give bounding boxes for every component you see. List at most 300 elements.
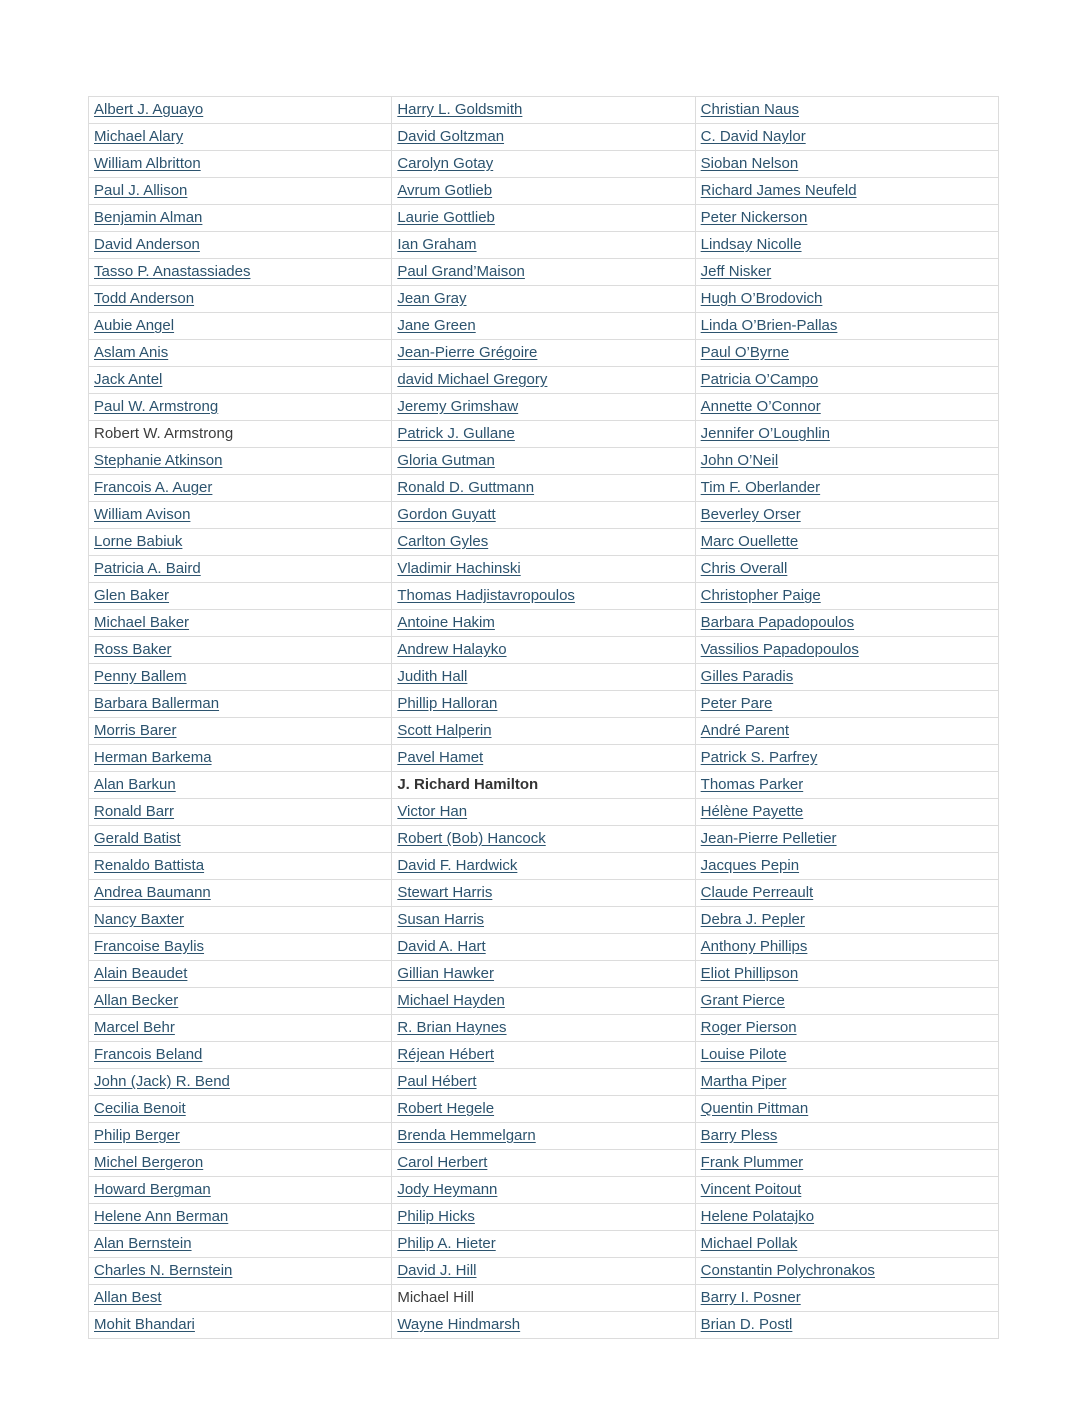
table-cell [695,367,998,394]
person-link[interactable]: Jean-Pierre Grégoire [397,344,538,361]
person-link[interactable]: Paul O’Byrne [700,344,790,361]
table-cell [89,205,392,232]
person-link[interactable]: Avrum Gotlieb [397,182,493,199]
table-row [89,367,999,394]
person-link[interactable]: Michael Hayden [397,992,505,1009]
table-cell [89,178,392,205]
table-cell [695,1096,998,1123]
person-link[interactable]: Marc Ouellette [700,533,799,550]
person-link[interactable]: Stewart Harris [397,884,493,901]
person-link[interactable]: Charles N. Bernstein [94,1262,233,1279]
table-cell [695,502,998,529]
table-cell [89,259,392,286]
table-cell [89,529,392,556]
table-cell [392,1231,695,1258]
person-link[interactable]: Philip Hicks [397,1208,475,1225]
table-cell [695,313,998,340]
person-link[interactable]: André Parent [700,722,790,739]
person-link[interactable]: Grant Pierce [700,992,785,1009]
person-link[interactable]: Barry Pless [700,1127,778,1144]
table-row [89,556,999,583]
person-link[interactable]: Michael Pollak [700,1235,798,1252]
person-link[interactable]: Mohit Bhandari [94,1316,195,1333]
person-link[interactable]: Carlton Gyles [397,533,489,550]
table-cell [392,286,695,313]
table-cell [392,502,695,529]
table-cell [392,1312,695,1339]
table-cell [89,745,392,772]
person-name-bold: J. Richard Hamilton [397,776,539,793]
table-cell [695,232,998,259]
table-cell [89,826,392,853]
table-row [89,907,999,934]
table-row [89,637,999,664]
table-cell [695,205,998,232]
person-link[interactable]: Marcel Behr [94,1019,175,1036]
person-link[interactable]: Susan Harris [397,911,485,928]
person-link[interactable]: Quentin Pittman [700,1100,809,1117]
person-name: Robert W. Armstrong [94,425,234,442]
person-link[interactable]: William Avison [94,506,191,523]
table-cell [695,583,998,610]
person-link[interactable]: Martha Piper [700,1073,787,1090]
person-link[interactable]: R. Brian Haynes [397,1019,507,1036]
table-cell [695,286,998,313]
person-link[interactable]: Jean-Pierre Pelletier [700,830,837,847]
table-cell [89,691,392,718]
table-cell [695,934,998,961]
table-row [89,961,999,988]
table-cell [695,745,998,772]
person-link[interactable]: Francois Beland [94,1046,203,1063]
table-row [89,853,999,880]
table-row [89,718,999,745]
table-row [89,745,999,772]
table-cell [695,394,998,421]
table-cell [695,664,998,691]
person-link[interactable]: Barbara Papadopoulos [700,614,855,631]
table-cell [89,988,392,1015]
table-cell [392,448,695,475]
table-cell [89,1285,392,1312]
person-link[interactable]: Patrick J. Gullane [397,425,515,442]
table-cell [392,799,695,826]
person-link[interactable]: Frank Plummer [700,1154,804,1171]
person-link[interactable]: Patricia O’Campo [700,371,819,388]
person-link[interactable]: Jeff Nisker [700,263,772,280]
person-link[interactable]: Debra J. Pepler [700,911,805,928]
person-link[interactable]: Gloria Gutman [397,452,495,469]
table-cell [392,826,695,853]
table-cell [89,1042,392,1069]
person-link[interactable]: Carol Herbert [397,1154,488,1171]
table-cell [89,394,392,421]
person-link[interactable]: david Michael Gregory [397,371,548,388]
table-cell [392,259,695,286]
table-cell [392,772,695,799]
table-row [89,502,999,529]
person-link[interactable]: Glen Baker [94,587,170,604]
person-link[interactable]: Howard Bergman [94,1181,211,1198]
table-cell [392,583,695,610]
table-row [89,178,999,205]
person-link[interactable]: Alain Beaudet [94,965,188,982]
person-link[interactable]: Stephanie Atkinson [94,452,223,469]
person-link[interactable]: Barbara Ballerman [94,695,220,712]
table-cell [89,232,392,259]
table-cell [392,961,695,988]
person-link[interactable]: Vassilios Papadopoulos [700,641,859,658]
table-cell [392,1285,695,1312]
table-cell [89,961,392,988]
person-link[interactable]: Todd Anderson [94,290,195,307]
table-cell [392,232,695,259]
table-row [89,772,999,799]
table-row [89,448,999,475]
person-link[interactable]: Roger Pierson [700,1019,797,1036]
person-link[interactable]: Barry I. Posner [700,1289,801,1306]
person-link[interactable]: Constantin Polychronakos [700,1262,875,1279]
person-link[interactable]: Christopher Paige [700,587,821,604]
table-cell [89,718,392,745]
table-cell [392,1015,695,1042]
table-row [89,205,999,232]
table-cell [695,826,998,853]
table-row [89,124,999,151]
table-row [89,799,999,826]
person-link[interactable]: Laurie Gottlieb [397,209,495,226]
table-cell [89,1096,392,1123]
person-link[interactable]: Lindsay Nicolle [700,236,802,253]
table-cell [89,664,392,691]
table-cell [89,1231,392,1258]
person-link[interactable]: Alan Bernstein [94,1235,192,1252]
table-cell [89,367,392,394]
table-cell [695,988,998,1015]
person-link[interactable]: Beverley Orser [700,506,801,523]
person-link[interactable]: Anthony Phillips [700,938,808,955]
table-cell [392,934,695,961]
table-cell [392,178,695,205]
table-cell [392,421,695,448]
fellows-table-container [88,96,999,1339]
person-link[interactable]: Jeremy Grimshaw [397,398,519,415]
person-link[interactable]: Thomas Hadjistavropoulos [397,587,575,604]
table-row [89,97,999,124]
person-link[interactable]: Louise Pilote [700,1046,787,1063]
table-cell [695,529,998,556]
person-link[interactable]: Victor Han [397,803,468,820]
person-link[interactable]: Claude Perreault [700,884,814,901]
table-cell [695,1258,998,1285]
table-row [89,1258,999,1285]
table-row [89,313,999,340]
person-link[interactable]: Gilles Paradis [700,668,794,685]
table-cell [392,1096,695,1123]
person-link[interactable]: David J. Hill [397,1262,477,1279]
table-row [89,583,999,610]
table-cell [392,988,695,1015]
person-link[interactable]: Francoise Baylis [94,938,205,955]
table-row [89,232,999,259]
table-cell [89,448,392,475]
person-name: Michael Hill [397,1289,475,1306]
person-link[interactable]: Harry L. Goldsmith [397,101,523,118]
table-cell [392,1204,695,1231]
table-row [89,988,999,1015]
table-cell [392,691,695,718]
table-row [89,340,999,367]
table-cell [695,448,998,475]
person-link[interactable]: Vincent Poitout [700,1181,802,1198]
person-link[interactable]: Patricia A. Baird [94,560,201,577]
person-link[interactable]: Paul Hébert [397,1073,477,1090]
table-cell [695,799,998,826]
person-link[interactable]: Peter Pare [700,695,773,712]
person-link[interactable]: William Albritton [94,155,201,172]
table-cell [695,853,998,880]
person-link[interactable]: Morris Barer [94,722,177,739]
person-link[interactable]: Christian Naus [700,101,800,118]
table-cell [392,1042,695,1069]
person-link[interactable]: Lorne Babiuk [94,533,183,550]
table-cell [89,907,392,934]
table-cell [695,1123,998,1150]
person-link[interactable]: Ross Baker [94,641,172,658]
person-link[interactable]: Penny Ballem [94,668,187,685]
person-link[interactable]: Brenda Hemmelgarn [397,1127,536,1144]
table-cell [89,853,392,880]
table-cell [89,421,392,448]
person-link[interactable]: Jacques Pepin [700,857,800,874]
table-row [89,1123,999,1150]
table-cell [392,1123,695,1150]
table-cell [89,97,392,124]
table-cell [392,1150,695,1177]
person-link[interactable]: Ronald D. Guttmann [397,479,535,496]
person-link[interactable]: Tim F. Oberlander [700,479,821,496]
person-link[interactable]: Gerald Batist [94,830,181,847]
person-link[interactable]: Hélène Payette [700,803,804,820]
table-cell [695,475,998,502]
person-link[interactable]: Jane Green [397,317,476,334]
table-cell [695,691,998,718]
person-link[interactable]: Thomas Parker [700,776,804,793]
table-cell [695,961,998,988]
person-link[interactable]: Michael Baker [94,614,190,631]
table-cell [89,1312,392,1339]
person-link[interactable]: Philip A. Hieter [397,1235,496,1252]
person-link[interactable]: Cecilia Benoit [94,1100,186,1117]
person-link[interactable]: Vladimir Hachinski [397,560,521,577]
person-link[interactable]: Jack Antel [94,371,163,388]
table-cell [695,1069,998,1096]
table-cell [89,1069,392,1096]
table-cell [392,151,695,178]
person-link[interactable]: Scott Halperin [397,722,492,739]
person-link[interactable]: Peter Nickerson [700,209,808,226]
fellows-table [88,96,999,1339]
table-row [89,1015,999,1042]
table-row [89,421,999,448]
person-link[interactable]: Benjamin Alman [94,209,203,226]
table-row [89,1096,999,1123]
table-cell [89,772,392,799]
table-cell [695,772,998,799]
person-link[interactable]: Renaldo Battista [94,857,205,874]
person-link[interactable]: Helene Ann Berman [94,1208,229,1225]
person-link[interactable]: David Goltzman [397,128,505,145]
table-cell [695,178,998,205]
person-link[interactable]: Philip Berger [94,1127,180,1144]
table-row [89,1312,999,1339]
table-cell [695,1177,998,1204]
table-row [89,1150,999,1177]
table-cell [89,475,392,502]
table-cell [89,502,392,529]
person-link[interactable]: Herman Barkema [94,749,212,766]
table-row [89,1231,999,1258]
table-cell [89,799,392,826]
table-cell [695,718,998,745]
person-link[interactable]: David F. Hardwick [397,857,518,874]
person-link[interactable]: Jody Heymann [397,1181,498,1198]
person-link[interactable]: Paul Grand’Maison [397,263,525,280]
person-link[interactable]: Francois A. Auger [94,479,213,496]
table-cell [89,1123,392,1150]
table-row [89,1285,999,1312]
table-cell [392,664,695,691]
person-link[interactable]: Tasso P. Anastassiades [94,263,251,280]
person-link[interactable]: Wayne Hindmarsh [397,1316,521,1333]
table-cell [89,583,392,610]
person-link[interactable]: Michael Alary [94,128,184,145]
person-link[interactable]: Paul W. Armstrong [94,398,219,415]
person-link[interactable]: Hugh O’Brodovich [700,290,823,307]
table-cell [89,1258,392,1285]
table-cell [695,1231,998,1258]
table-row [89,610,999,637]
person-link[interactable]: Judith Hall [397,668,468,685]
person-link[interactable]: David Anderson [94,236,200,253]
table-cell [89,556,392,583]
person-link[interactable]: David A. Hart [397,938,486,955]
table-cell [89,1150,392,1177]
person-link[interactable]: Richard James Neufeld [700,182,857,199]
table-cell [392,394,695,421]
table-cell [89,313,392,340]
table-cell [392,1258,695,1285]
person-link[interactable]: Allan Best [94,1289,162,1306]
person-link[interactable]: Carolyn Gotay [397,155,494,172]
table-cell [695,340,998,367]
table-row [89,934,999,961]
table-cell [695,1015,998,1042]
person-link[interactable]: Helene Polatajko [700,1208,815,1225]
person-link[interactable]: Jennifer O’Loughlin [700,425,830,442]
person-link[interactable]: Alan Barkun [94,776,176,793]
person-link[interactable]: Paul J. Allison [94,182,188,199]
person-link[interactable]: Brian D. Postl [700,1316,793,1333]
table-cell [695,907,998,934]
table-cell [89,934,392,961]
table-row [89,529,999,556]
table-cell [695,1150,998,1177]
table-cell [392,1177,695,1204]
person-link[interactable]: Robert (Bob) Hancock [397,830,546,847]
person-link[interactable]: Réjean Hébert [397,1046,495,1063]
table-cell [695,421,998,448]
person-link[interactable]: Allan Becker [94,992,179,1009]
table-cell [89,124,392,151]
table-cell [392,313,695,340]
table-cell [392,475,695,502]
table-row [89,880,999,907]
person-link[interactable]: Albert J. Aguayo [94,101,204,118]
person-link[interactable]: Andrea Baumann [94,884,211,901]
table-cell [392,880,695,907]
table-cell [392,745,695,772]
person-link[interactable]: C. David Naylor [700,128,806,145]
table-cell [695,151,998,178]
person-link[interactable]: Ian Graham [397,236,477,253]
person-link[interactable]: Linda O’Brien-Pallas [700,317,838,334]
person-link[interactable]: Chris Overall [700,560,788,577]
table-row [89,664,999,691]
person-link[interactable]: Patrick S. Parfrey [700,749,818,766]
table-cell [392,718,695,745]
table-cell [392,907,695,934]
table-cell [89,1204,392,1231]
person-link[interactable]: Michel Bergeron [94,1154,204,1171]
person-link[interactable]: Aubie Angel [94,317,175,334]
person-link[interactable]: Phillip Halloran [397,695,498,712]
table-row [89,394,999,421]
person-link[interactable]: Aslam Anis [94,344,169,361]
table-cell [392,529,695,556]
table-cell [89,340,392,367]
person-link[interactable]: Jean Gray [397,290,467,307]
person-link[interactable]: Andrew Halayko [397,641,507,658]
person-link[interactable]: Nancy Baxter [94,911,185,928]
fellows-table-body [89,97,999,1339]
table-cell [392,610,695,637]
person-link[interactable]: Ronald Barr [94,803,175,820]
table-cell [392,1069,695,1096]
table-cell [89,286,392,313]
table-row [89,1204,999,1231]
person-link[interactable]: Pavel Hamet [397,749,484,766]
table-row [89,691,999,718]
table-cell [89,1015,392,1042]
table-row [89,475,999,502]
person-link[interactable]: John (Jack) R. Bend [94,1073,230,1090]
person-link[interactable]: Gillian Hawker [397,965,495,982]
person-link[interactable]: John O’Neil [700,452,779,469]
person-link[interactable]: Sioban Nelson [700,155,799,172]
table-cell [392,205,695,232]
table-cell [392,340,695,367]
person-link[interactable]: Annette O’Connor [700,398,821,415]
person-link[interactable]: Robert Hegele [397,1100,495,1117]
table-cell [695,97,998,124]
table-cell [392,853,695,880]
table-row [89,1069,999,1096]
table-row [89,1177,999,1204]
person-link[interactable]: Gordon Guyatt [397,506,496,523]
person-link[interactable]: Eliot Phillipson [700,965,799,982]
person-link[interactable]: Antoine Hakim [397,614,495,631]
